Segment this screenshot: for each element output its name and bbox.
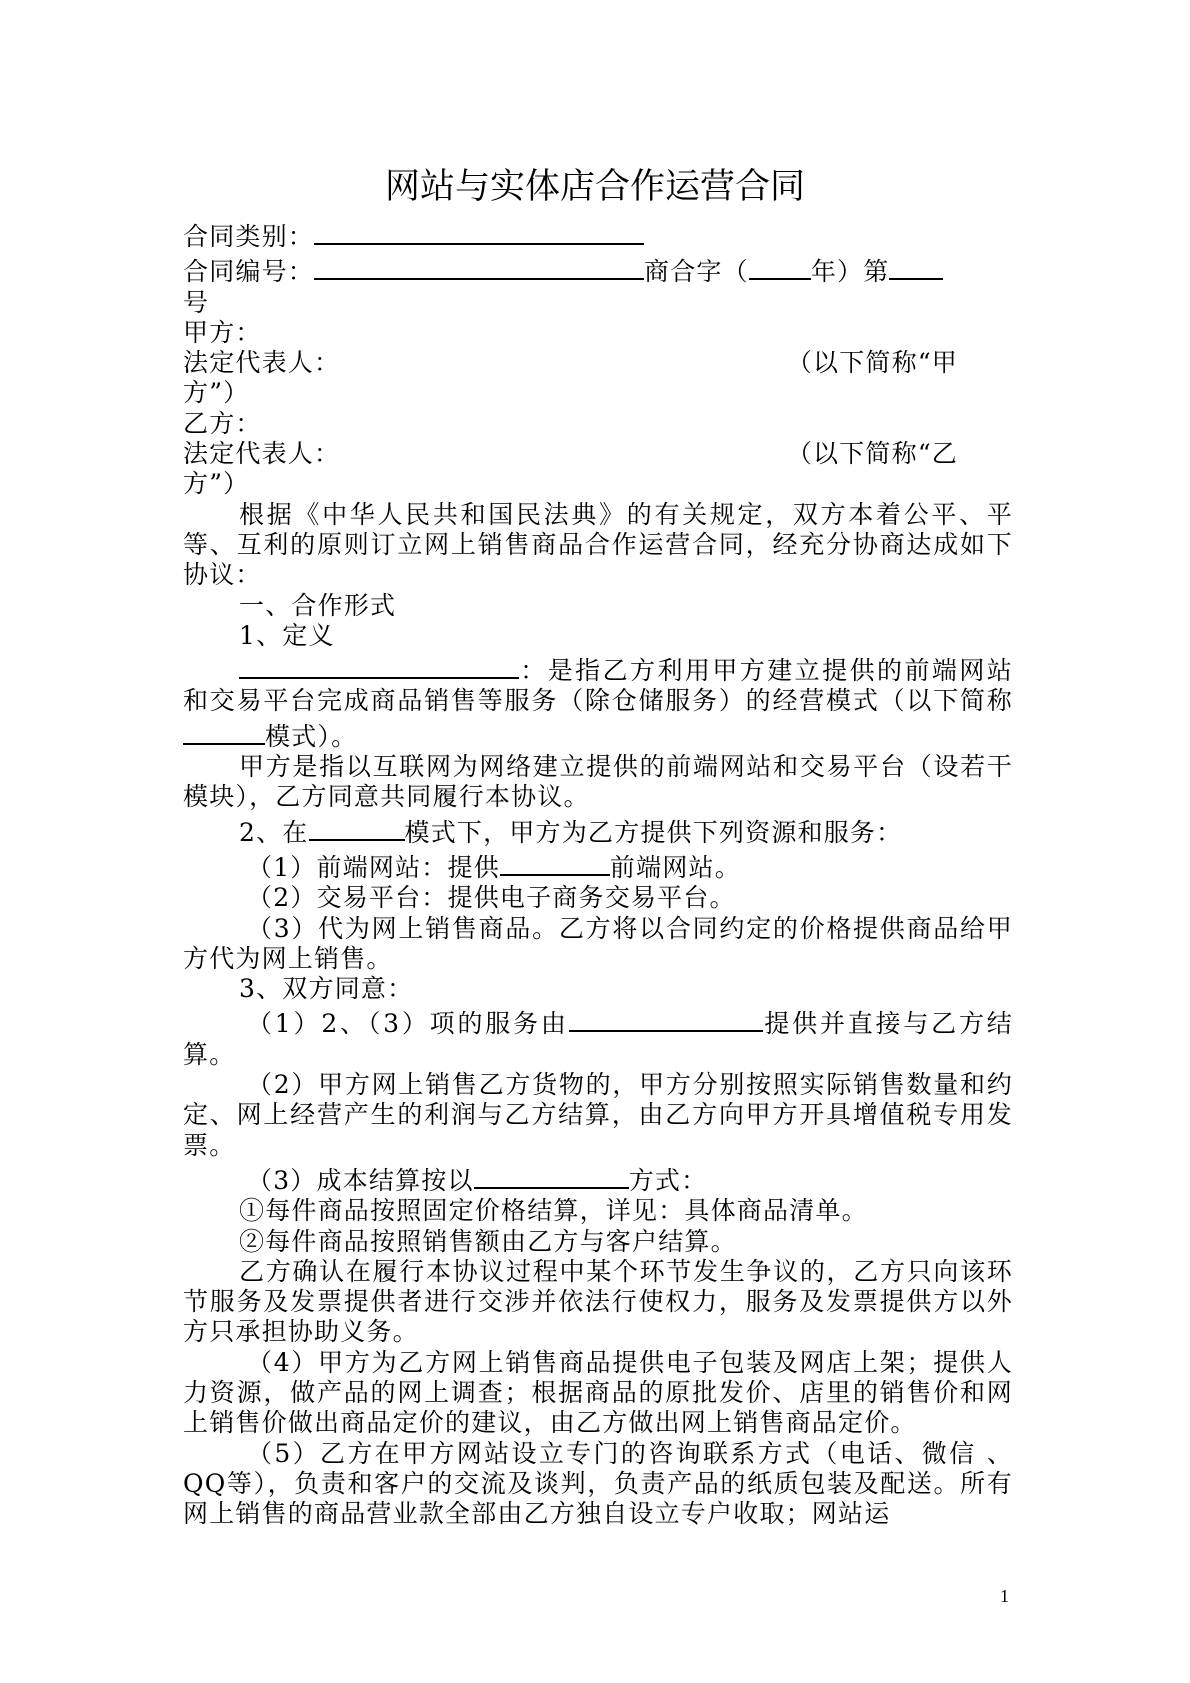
party-b-label: 乙方： <box>183 408 262 438</box>
definition-text: ：是指乙方利用甲方建立提供的前端网站和交易平台完成商品销售等服务（除仓储服务）的经营模式（以下简称 <box>183 656 1013 716</box>
intro-paragraph: 根据《中华人民共和国民法典》的有关规定，双方本着公平、平等、互利的原则订立网上销售商品合作运营合同，经充分协商达成如下协议： <box>183 499 1013 590</box>
contract-no-label: 合同编号： <box>183 257 315 287</box>
legal-rep-b-label: 法定代表人： <box>183 439 341 469</box>
agree-3-end: 方式： <box>628 1165 708 1195</box>
agree-3-start: （3）成本结算按以 <box>247 1165 474 1195</box>
abbr-a-label: （以下简称“甲 <box>786 348 958 378</box>
agree-4-paragraph: （4）甲方为乙方网上销售商品提供电子包装及网店上架；提供人力资源，做产品的网上调查；根据商品的原批发价、店里的销售价和网上销售价做出商品定价的建议，由乙方做出网上销售商品定价。 <box>183 1347 1013 1438</box>
definition-paragraph <box>183 651 1013 752</box>
abbr-a-end: 方”） <box>183 378 250 408</box>
legal-rep-a-label: 法定代表人： <box>183 348 341 378</box>
item-2-line: （2）交易平台：提供电子商务交易平台。 <box>247 883 736 913</box>
contract-no-end: 号 <box>183 287 210 317</box>
party-a-label: 甲方： <box>183 317 262 347</box>
abbr-b-label: （以下简称“乙 <box>786 439 958 469</box>
section-1-2-start: 2、在 <box>239 817 309 847</box>
section-1-heading: 一、合作形式 <box>239 590 397 620</box>
document-title: 网站与实体店合作运营合同 <box>384 167 805 207</box>
agree-2-paragraph: （2）甲方网上销售乙方货物的，甲方分别按照实际销售数量和约定、网上经营产生的利润与乙方结算，由乙方向甲方开具增值税专用发票。 <box>183 1070 1013 1160</box>
item-1-line <box>183 848 1013 883</box>
contract-no-line <box>183 252 1013 287</box>
item-3-paragraph: （3）代为网上销售商品。乙方将以合同约定的价格提供商品给甲方代为网上销售。 <box>183 913 1013 973</box>
item-1-end: 前端网站。 <box>609 852 741 882</box>
contract-no-mid: 商合字（ <box>644 257 749 287</box>
section-1-2-end: 模式下，甲方为乙方提供下列资源和服务： <box>404 817 903 847</box>
contract-type-line <box>183 217 1013 252</box>
agree-3-line <box>183 1161 1013 1196</box>
contract-type-blank <box>314 217 644 245</box>
legal-rep-a-line <box>183 348 1013 378</box>
abbr-b-end: 方”） <box>183 469 250 499</box>
option-2-line: ②每件商品按照销售额由乙方与客户结算。 <box>239 1226 737 1256</box>
contract-no-year: 年）第 <box>810 257 890 287</box>
contract-type-label: 合同类别： <box>183 222 315 251</box>
definition-blank <box>239 651 519 679</box>
contract-year-blank <box>749 252 811 280</box>
provider-blank <box>569 1004 763 1032</box>
definition-end: 模式）。 <box>265 721 358 751</box>
mode-blank <box>309 813 405 841</box>
party-a-definition: 甲方是指以互联网为网络建立提供的前端网站和交易平台（设若干模块），乙方同意共同履行本协议。 <box>183 752 1013 812</box>
agree-1-start: （1）2、（3）项的服务由 <box>247 1009 569 1039</box>
page-number: 1 <box>1000 1586 1009 1606</box>
contract-no-blank <box>314 252 644 280</box>
section-1-2-line <box>183 813 1013 848</box>
document-body <box>183 217 1013 1529</box>
contract-seq-blank <box>889 252 943 280</box>
mode-name-blank <box>183 717 265 745</box>
confirm-paragraph: 乙方确认在履行本协议过程中某个环节发生争议的，乙方只向该环节服务及发票提供者进行交涉并依法行使权力，服务及发票提供方以外方只承担协助义务。 <box>183 1256 1013 1347</box>
website-blank <box>500 848 610 876</box>
legal-rep-b-line <box>183 439 1013 469</box>
settlement-blank <box>474 1161 629 1189</box>
agree-5-paragraph: （5）乙方在甲方网站设立专门的咨询联系方式（电话、微信 、QQ等），负责和客户的交流及谈判，负责产品的纸质包装及配送。所有网上销售的商品营业款全部由乙方独自设立专户收取；网站运 <box>183 1438 1013 1529</box>
agree-1-end: 提供并直接与乙方结算。 <box>183 1009 1013 1069</box>
section-1-3-heading: 3、双方同意： <box>239 974 414 1004</box>
option-1-line: ①每件商品按照固定价格结算，详见：具体商品清单。 <box>239 1196 868 1226</box>
item-1-start: （1）前端网站：提供 <box>247 852 500 882</box>
agree-1-paragraph <box>183 1004 1013 1070</box>
section-1-1-heading: 1、定义 <box>239 620 335 650</box>
